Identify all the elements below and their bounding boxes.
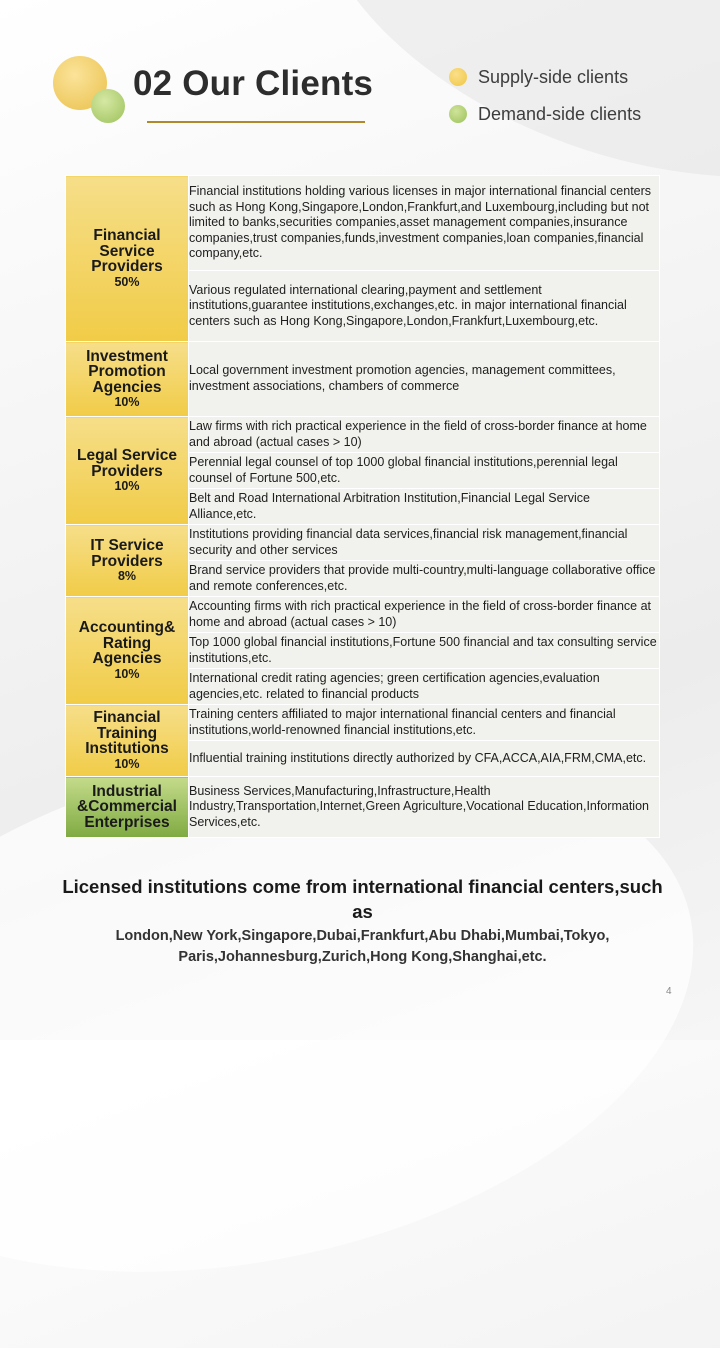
description-cell: Financial institutions holding various licenses in major international financial centers such as Hong Kong,Singapore,London,Frankfurt,and Luxembourg,including but not limited to banks,securities companies,asset management companies,insurance companies,trust companies,funds,investment companies,loan companies,financial company,etc.: [189, 176, 660, 271]
category-share: 8%: [117, 569, 137, 583]
category-share: 10%: [114, 395, 140, 410]
legend-item-supply: [449, 64, 641, 90]
description-cell: Brand service providers that provide multi-country,multi-language collaborative office and remote conferences,etc.: [189, 561, 660, 597]
green-dot-icon: [449, 105, 467, 123]
category-cell: [66, 525, 189, 597]
legend-item-demand: [449, 101, 641, 127]
table-row: [66, 777, 660, 838]
category-share: 10%: [114, 756, 140, 771]
category-share: 10%: [114, 479, 140, 493]
category-name: Financial Training Institutions: [85, 709, 169, 758]
description-cell: International credit rating agencies; green certification agencies,evaluation agencies,etc. related to financial products: [189, 669, 660, 705]
description-cell: Business Services,Manufacturing,Infrastructure,Health Industry,Transportation,Internet,Green Agriculture,Vocational Education,Information Services,etc.: [189, 777, 660, 838]
table-row: [66, 176, 660, 271]
table-row: [66, 417, 660, 453]
description-cell: Accounting firms with rich practical experience in the field of cross-border finance at home and abroad (actual cases > 10): [189, 597, 660, 633]
description-cell: Law firms with rich practical experience in the field of cross-border finance at home and abroad (actual cases > 10): [189, 417, 660, 453]
category-cell: [66, 777, 189, 838]
description-cell: Influential training institutions directly authorized by CFA,ACCA,AIA,FRM,CMA,etc.: [189, 741, 660, 777]
description-cell: Local government investment promotion agencies, management committees, investment associations, chambers of commerce: [189, 342, 660, 417]
title-underline: [147, 121, 365, 123]
table-row: [66, 342, 660, 417]
legend-label: Demand-side clients: [478, 103, 642, 124]
description-cell: Institutions providing financial data services,financial risk management,financial security and other services: [189, 525, 660, 561]
category-cell: [66, 597, 189, 705]
table-row: [66, 705, 660, 741]
description-cell: Perennial legal counsel of top 1000 global financial institutions,perennial legal counsel of Fortune 500,etc.: [189, 453, 660, 489]
category-cell: [66, 705, 189, 777]
clients-table: [65, 175, 660, 838]
table-row: [66, 525, 660, 561]
category-name: IT Service Providers: [90, 537, 164, 570]
description-cell: Various regulated international clearing,payment and settlement institutions,guarantee institutions,exchanges,etc. in major international financial centers such as Hong Kong,Singapore,London,Frankfurt,Luxembourg,etc.: [189, 271, 660, 342]
category-cell: [66, 417, 189, 525]
category-share: 10%: [114, 666, 140, 681]
legend: [449, 64, 641, 138]
footer-title: Licensed institutions come from international financial centers,such as: [62, 876, 663, 922]
category-name: Accounting& Rating Agencies: [78, 619, 176, 668]
yellow-dot-icon: [449, 68, 467, 86]
category-name: Investment Promotion Agencies: [86, 347, 168, 396]
category-name: Financial Service Providers: [91, 227, 163, 276]
description-cell: Training centers affiliated to major international financial centers and financial institutions,world-renowned financial institutions,etc.: [189, 705, 660, 741]
table-row: [66, 597, 660, 633]
category-share: 50%: [114, 274, 140, 289]
category-cell: [66, 176, 189, 342]
footer-cities: London,New York,Singapore,Dubai,Frankfurt,Abu Dhabi,Mumbai,Tokyo, Paris,Johannesburg,Zurich,Hong Kong,Shanghai,etc.: [115, 928, 610, 965]
category-name: Legal Service Providers: [77, 447, 177, 480]
legend-label: Supply-side clients: [478, 66, 629, 87]
category-cell: [66, 342, 189, 417]
description-cell: Belt and Road International Arbitration Institution,Financial Legal Service Alliance,etc.: [189, 489, 660, 525]
page-title: 02 Our Clients: [133, 64, 374, 103]
page-number: 4: [666, 986, 672, 997]
category-name: Industrial &Commercial Enterprises: [77, 782, 177, 831]
description-cell: Top 1000 global financial institutions,Fortune 500 financial and tax consulting service institutions,etc.: [189, 633, 660, 669]
decorative-green-circle-icon: [91, 89, 125, 123]
